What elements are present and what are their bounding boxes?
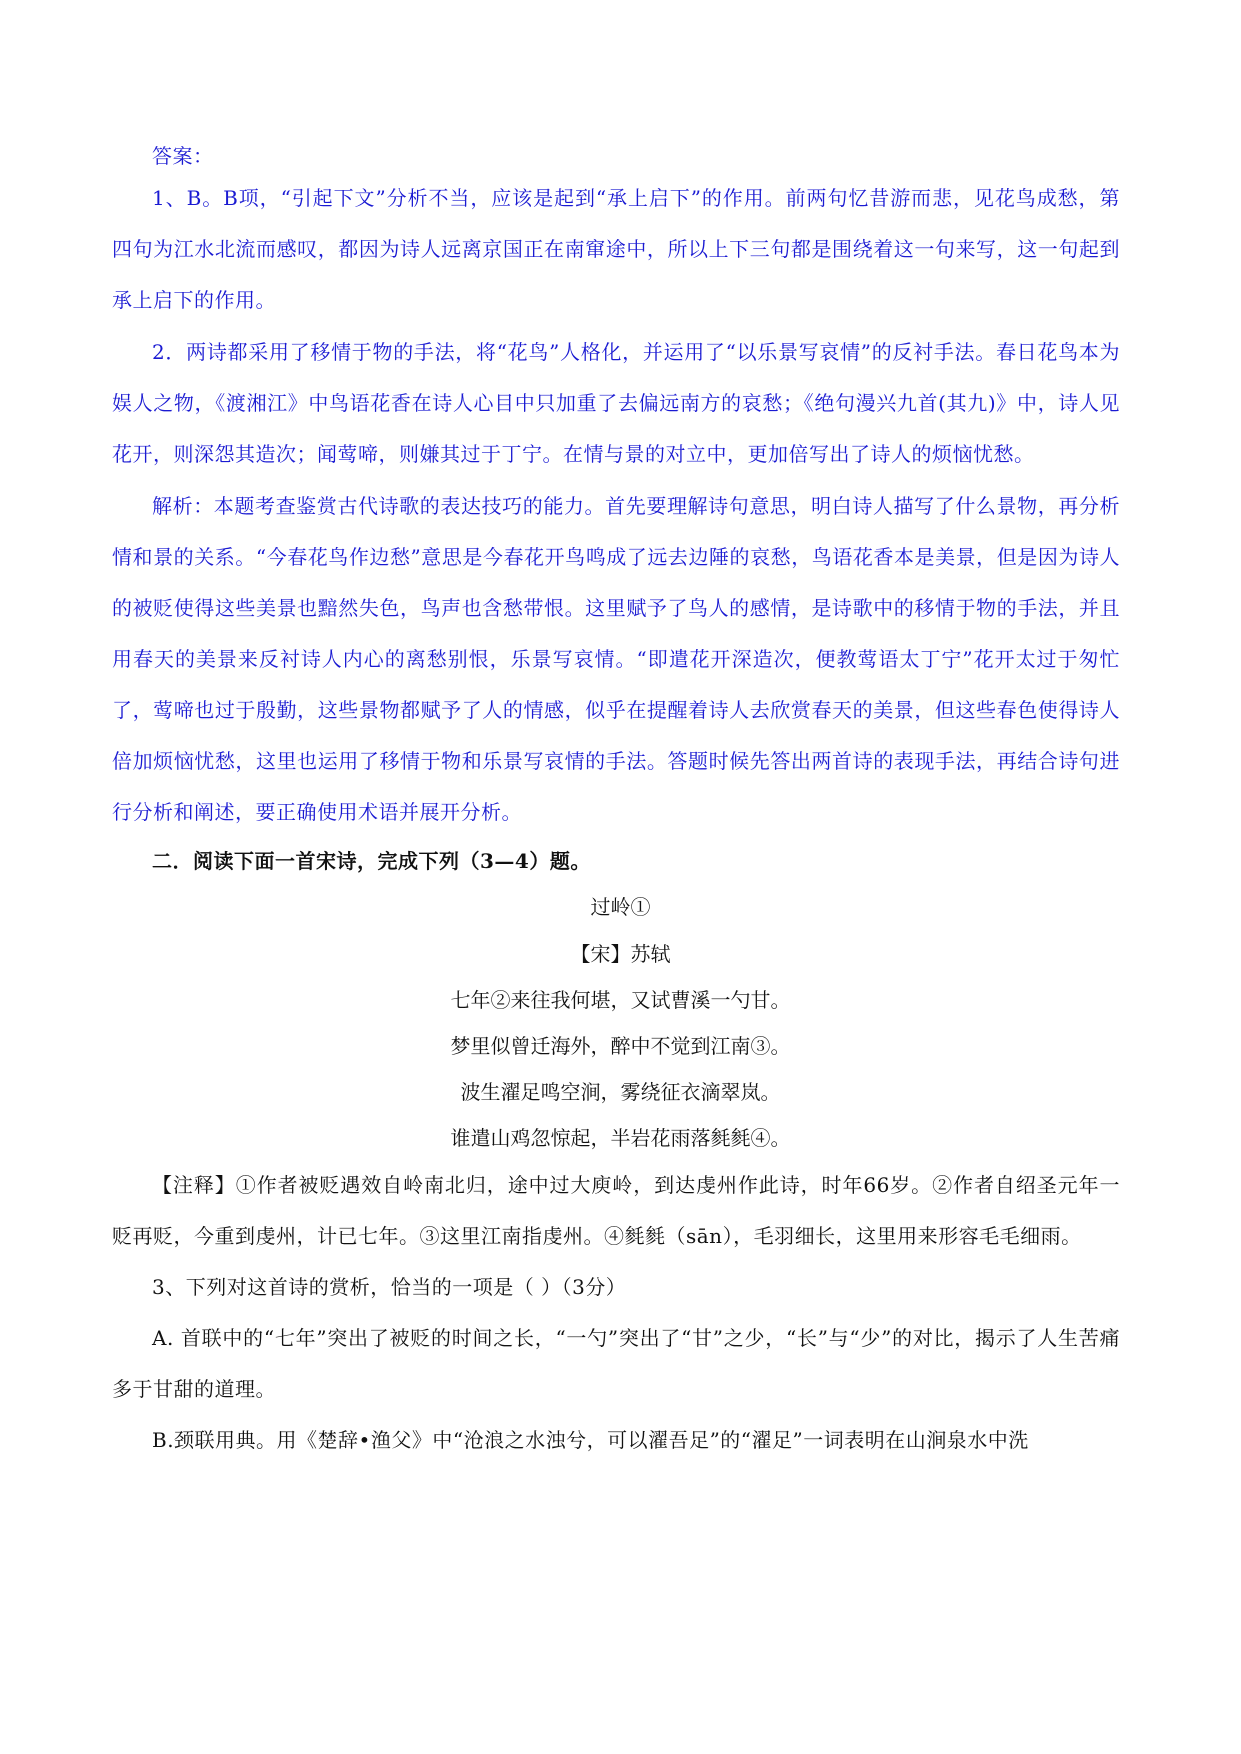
poem-title: 过岭① xyxy=(590,895,651,919)
poem-author: 【宋】苏轼 xyxy=(570,942,671,966)
answer-q2: 2．两诗都采用了移情于物的手法，将“花鸟”人格化，并运用了“以乐景写哀情”的反衬手法。春日花鸟本为娱人之物，《渡湘江》中鸟语花香在诗人心目中只加重了去偏远南方的哀愁；《绝句漫兴九首(其九)》中，诗人见花开，则深怨其造次；闻莺啼，则嫌其过于丁宁。在情与景的对立中，更加倍写出了诗人的烦恼忧愁。 xyxy=(112,340,1120,466)
answer-analysis: 解析：本题考查鉴赏古代诗歌的表达技巧的能力。首先要理解诗句意思，明白诗人描写了什么景物，再分析情和景的关系。“今春花鸟作边愁”意思是今春花开鸟鸣成了远去边陲的哀愁，鸟语花香本是美景，但是因为诗人的被贬使得这些美景也黯然失色，鸟声也含愁带恨。这里赋予了鸟人的感情，是诗歌中的移情于物的手法，并且用春天的美景来反衬诗人内心的离愁别恨，乐景写哀情。“即遣花开深造次，便教莺语太丁宁”花开太过于匆忙了，莺啼也过于殷勤，这些景物都赋予了人的情感，似乎在提醒着诗人去欣赏春天的美景，但这些春色使得诗人倍加烦恼忧愁，这里也运用了移情于物和乐景写哀情的手法。答题时候先答出两首诗的表现手法，再结合诗句进行分析和阐述，要正确使用术语并展开分析。 xyxy=(112,494,1120,824)
option-a: A. 首联中的“七年”突出了被贬的时间之长，“一勺”突出了“甘”之少，“长”与“少”的对比，揭示了人生苦痛多于甘甜的道理。 xyxy=(112,1326,1120,1401)
question-3: 3、下列对这首诗的赏析，恰当的一项是（ ）（3分） xyxy=(152,1275,627,1299)
poem-line-4: 谁遣山鸡忽惊起，半岩花雨落毵毵④。 xyxy=(450,1126,791,1150)
section2-heading: 二．阅读下面一首宋诗，完成下列（3—4）题。 xyxy=(152,849,591,873)
option-b: B.颈联用典。用《楚辞•渔父》中“沧浪之水浊兮，可以濯吾足”的“濯足”一词表明在山涧泉水中洗 xyxy=(152,1428,1029,1452)
answer-heading: 答案： xyxy=(152,144,214,168)
poem-line-1: 七年②来往我何堪，又试曹溪一勺甘。 xyxy=(450,988,791,1012)
poem-line-3: 波生濯足鸣空涧，雾绕征衣滴翠岚。 xyxy=(460,1080,781,1104)
answer-q1: 1、B。B项，“引起下文”分析不当，应该是起到“承上启下”的作用。前两句忆昔游而悲，见花鸟成愁，第四句为江水北流而感叹，都因为诗人远离京国正在南窜途中，所以上下三句都是围绕着这一句来写，这一句起到承上启下的作用。 xyxy=(112,186,1120,312)
poem-notes: 【注释】①作者被贬遇效自岭南北归，途中过大庾岭，到达虔州作此诗，时年66岁。②作者自绍圣元年一贬再贬，今重到虔州，计已七年。③这里江南指虔州。④毵毵（sān），毛羽细长，这里用来形容毛毛细雨。 xyxy=(112,1173,1120,1248)
poem-line-2: 梦里似曾迁海外，醉中不觉到江南③。 xyxy=(450,1034,791,1058)
